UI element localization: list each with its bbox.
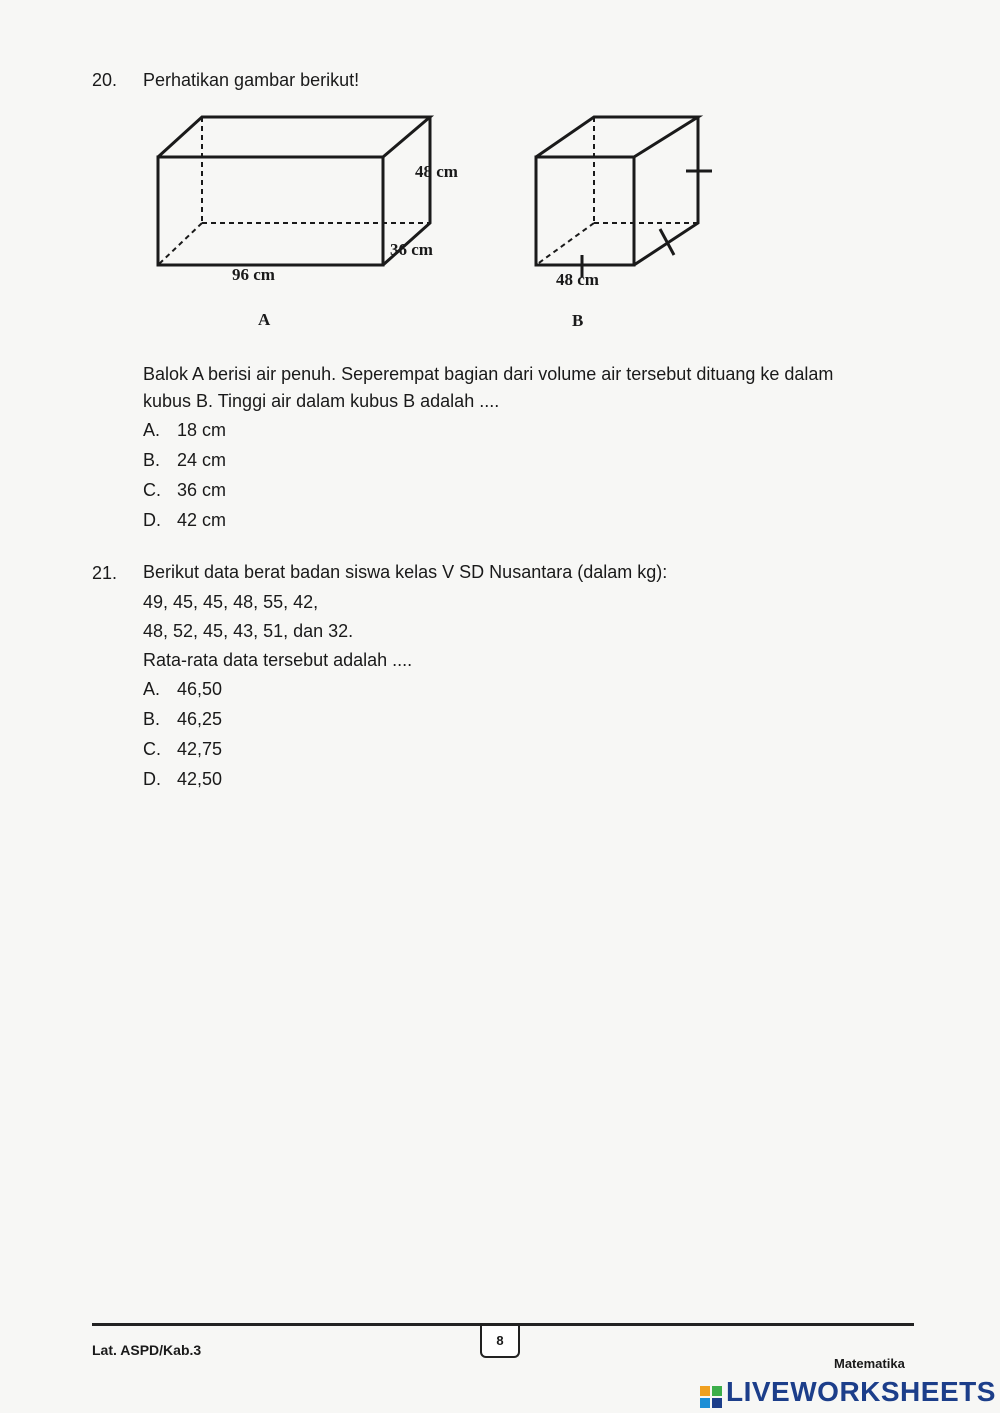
question-20-options	[143, 415, 226, 535]
question-21-options	[143, 674, 222, 794]
question-20-body-line-1: Balok A berisi air penuh. Seperempat bagian dari volume air tersebut dituang ke dalam	[143, 364, 834, 384]
figure-b-cube	[520, 105, 730, 285]
cuboid-front-face	[158, 157, 383, 265]
option-c[interactable]: C. 42,75	[143, 739, 223, 759]
question-20-body-line-2: kubus B. Tinggi air dalam kubus B adalah ....	[143, 391, 500, 411]
cube-tick-depth	[660, 229, 674, 255]
option-b[interactable]: B. 24 cm	[143, 450, 227, 470]
page-number: 8	[480, 1326, 520, 1358]
option-b[interactable]: B. 46,25	[143, 709, 223, 729]
option-d[interactable]: D. 42 cm	[143, 510, 227, 530]
figure-a-cuboid	[140, 105, 500, 335]
option-d[interactable]: D. 42,50	[143, 769, 223, 789]
cube-top-edges	[536, 117, 698, 157]
cuboid-top-edges	[158, 117, 430, 157]
question-21-data-line-1: 49, 45, 45, 48, 55, 42,	[143, 592, 319, 612]
question-20-prompt: Perhatikan gambar berikut!	[143, 70, 360, 90]
question-21-prompt: Berikut data berat badan siswa kelas V SD Nusantara (dalam kg):	[143, 562, 668, 582]
liveworksheets-icon	[700, 1386, 722, 1408]
figure-a-length-label: 96 cm	[232, 265, 275, 284]
figure-a-height-label: 48 cm	[415, 162, 458, 181]
footer-subject: Matematika	[834, 1356, 905, 1371]
figure-b-edge-label: 48 cm	[556, 270, 599, 289]
liveworksheets-logo: LIVEWORKSHEETS	[700, 1376, 996, 1408]
figure-a-label: A	[258, 310, 271, 329]
cube-front-face	[536, 157, 634, 265]
question-21-data-line-2: 48, 52, 45, 43, 51, dan 32.	[143, 621, 354, 641]
question-20-number: 20.	[92, 70, 118, 90]
cube-hidden-depth	[536, 223, 594, 265]
option-c[interactable]: C. 36 cm	[143, 480, 227, 500]
option-a[interactable]: A. 46,50	[143, 679, 223, 699]
option-a[interactable]: A. 18 cm	[143, 420, 227, 440]
question-21-question: Rata-rata data tersebut adalah ....	[143, 650, 413, 670]
figure-b-label: B	[572, 311, 584, 330]
question-21-number: 21.	[92, 563, 118, 583]
figure-a-depth-label: 36 cm	[390, 240, 433, 259]
footer-left-text: Lat. ASPD/Kab.3	[92, 1342, 202, 1358]
cuboid-hidden-depth	[158, 223, 202, 265]
